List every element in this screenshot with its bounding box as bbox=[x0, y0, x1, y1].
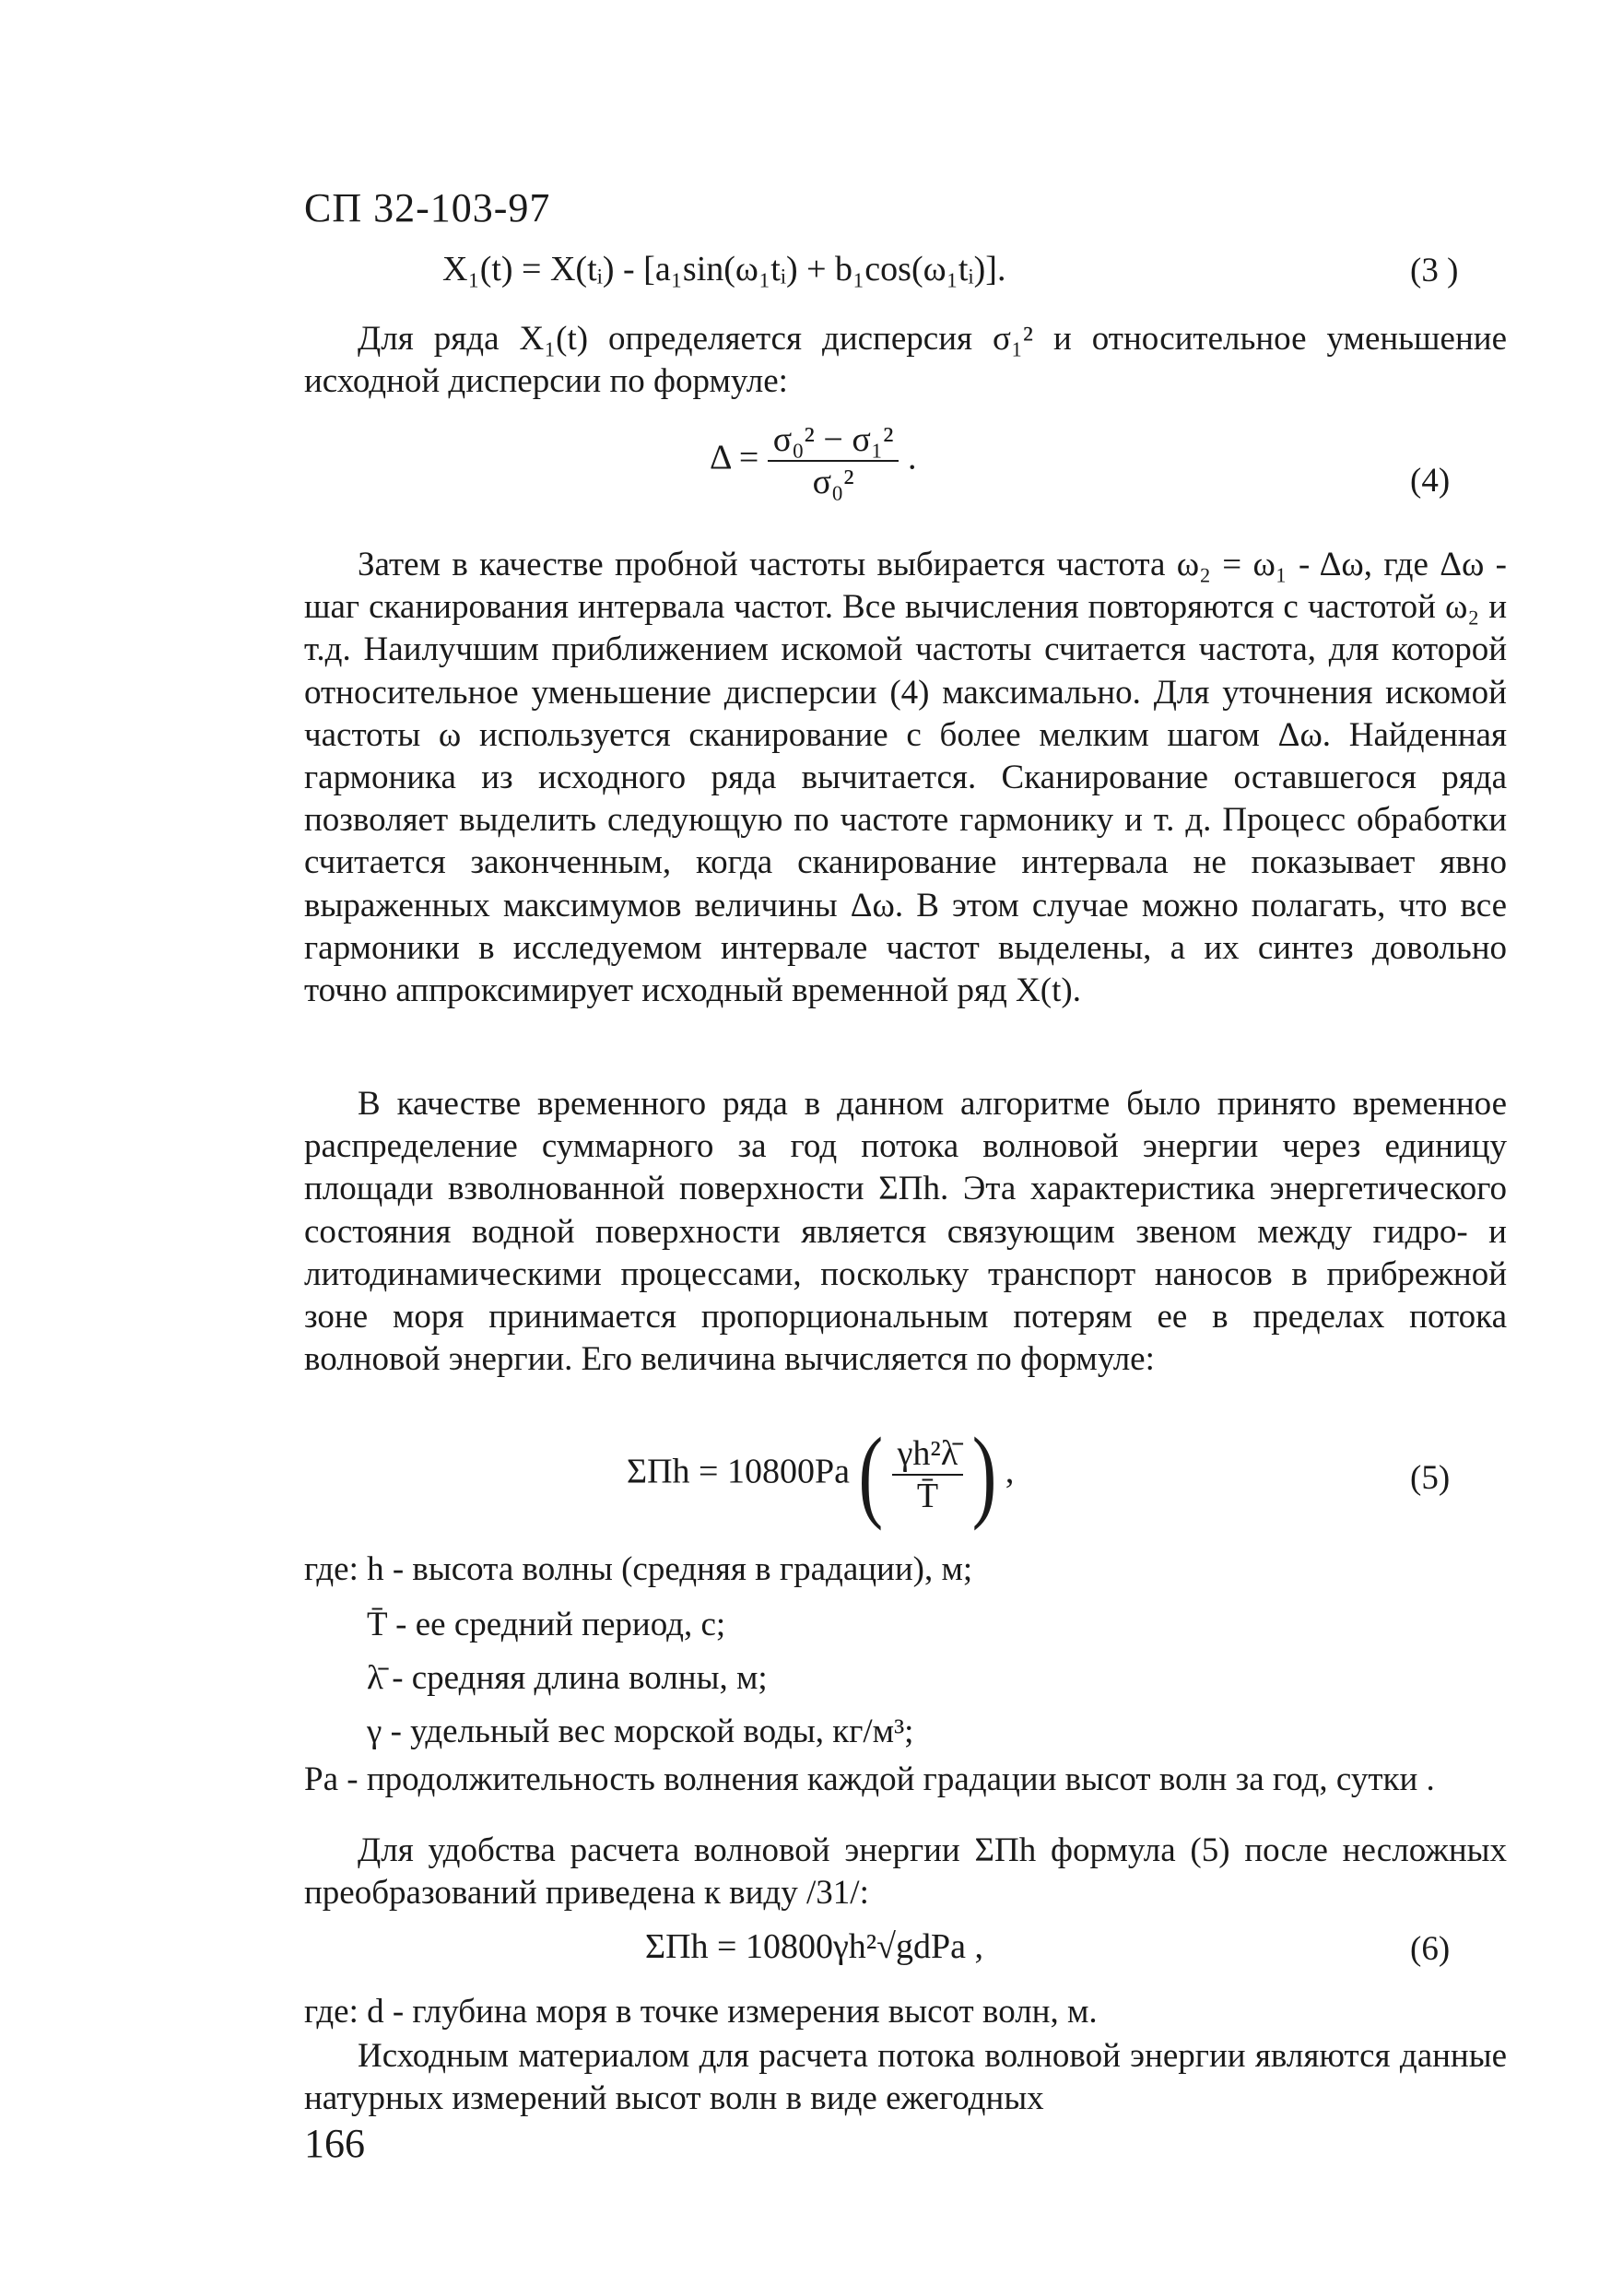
equation-6-number: (6) bbox=[1410, 1930, 1451, 1968]
equation-4-lhs: Δ = bbox=[710, 438, 759, 477]
page-number: 166 bbox=[304, 2121, 365, 2166]
definition-T: T̄ - ее средний период, с; bbox=[367, 1606, 726, 1643]
equation-5-fraction bbox=[892, 1433, 964, 1516]
equation-5-right-paren: ) bbox=[971, 1418, 997, 1532]
definition-lambda: λ̄ - средняя длина волны, м; bbox=[367, 1659, 768, 1697]
equation-4-fraction bbox=[768, 419, 899, 502]
paragraph-scanning: Затем в качестве пробной частоты выбирается частота ω₂ = ω₁ - Δω, где Δω - шаг сканирования интервала частот. Все вычисления повторяются с частотой ω₂ и т.д. Наилучшим приближением искомой частоты считается частота, для которой относительное уменьшение дисперсии (4) максимально. Для уточнения искомой частоты ω используется сканирование с более мелким шагом Δω. Найденная гармоника из исходного ряда вычитается. Сканирование оставшегося ряда позволяет выделить следующую по частоте гармонику и т. д. Процесс обработки считается законченным, когда сканирование интервала не показывает явно выраженных максимумов величины Δω. В этом случае можно полагать, что все гармоники в исследуемом интервале частот выделены, а их синтез довольно точно аппроксимирует исходный временной ряд X(t). bbox=[304, 546, 1507, 1010]
equation-4 bbox=[710, 419, 916, 502]
definition-h: где: h - высота волны (средняя в градации), м; bbox=[304, 1550, 973, 1588]
equation-5-numerator: γh²λ̄ bbox=[892, 1433, 964, 1476]
equation-4-tail: . bbox=[907, 438, 917, 477]
definition-gamma: γ - удельный вес морской воды, кг/м³; bbox=[367, 1713, 914, 1750]
paragraph-wave-energy: В качестве временного ряда в данном алгоритме было принято временное распределение суммарного за год потока волновой энергии через единицу площади взволнованной поверхности ΣПh. Эта характеристика энергетического состояния водной поверхности является связующим звеном между гидро- и литодинамическими процессами, поскольку транспорт наносов в прибрежной зоне моря принимается пропорциональным потерям ее в пределах потока волновой энергии. Его величина вычисляется по формуле: bbox=[304, 1085, 1507, 1379]
equation-5-lhs: ΣПh = 10800Pa bbox=[627, 1452, 850, 1491]
equation-4-number: (4) bbox=[1410, 462, 1451, 500]
equation-3-number: (3 ) bbox=[1410, 252, 1459, 289]
equation-5-left-paren: ( bbox=[858, 1418, 884, 1532]
definition-Pa: Pa - продолжительность волнения каждой градации высот волн за год, сутки . bbox=[304, 1760, 1435, 1798]
document-code-header: СП 32-103-97 bbox=[304, 185, 551, 230]
equation-4-denominator: σ₀² bbox=[812, 463, 854, 501]
equation-3: X₁(t) = X(tᵢ) - [a₁sin(ω₁tᵢ) + b₁cos(ω₁tᵢ)]. bbox=[442, 250, 1006, 288]
equation-5 bbox=[627, 1418, 1015, 1532]
equation-5-number: (5) bbox=[1410, 1459, 1451, 1497]
equation-6: ΣПh = 10800γh²√gdPa , bbox=[645, 1927, 984, 1966]
equation-4-numerator: σ₀² − σ₁² bbox=[768, 419, 899, 462]
definitions-list bbox=[304, 1548, 1507, 1801]
paragraph-source-data: Исходным материалом для расчета потока волновой энергии являются данные натурных измерений высот волн в виде ежегодных bbox=[304, 2037, 1507, 2118]
paragraph-dispersion: Для ряда X₁(t) определяется дисперсия σ₁² и относительное уменьшение исходной дисперсии по формуле: bbox=[304, 320, 1507, 401]
equation-5-denominator: T̄ bbox=[916, 1477, 939, 1515]
paragraph-conversion: Для удобства расчета волновой энергии ΣПh формула (5) после несложных преобразований приведена к виду /31/: bbox=[304, 1831, 1507, 1913]
paragraph-depth-definition: где: d - глубина моря в точке измерения высот волн, м. bbox=[304, 1993, 1098, 2031]
equation-5-tail: , bbox=[1005, 1452, 1015, 1491]
